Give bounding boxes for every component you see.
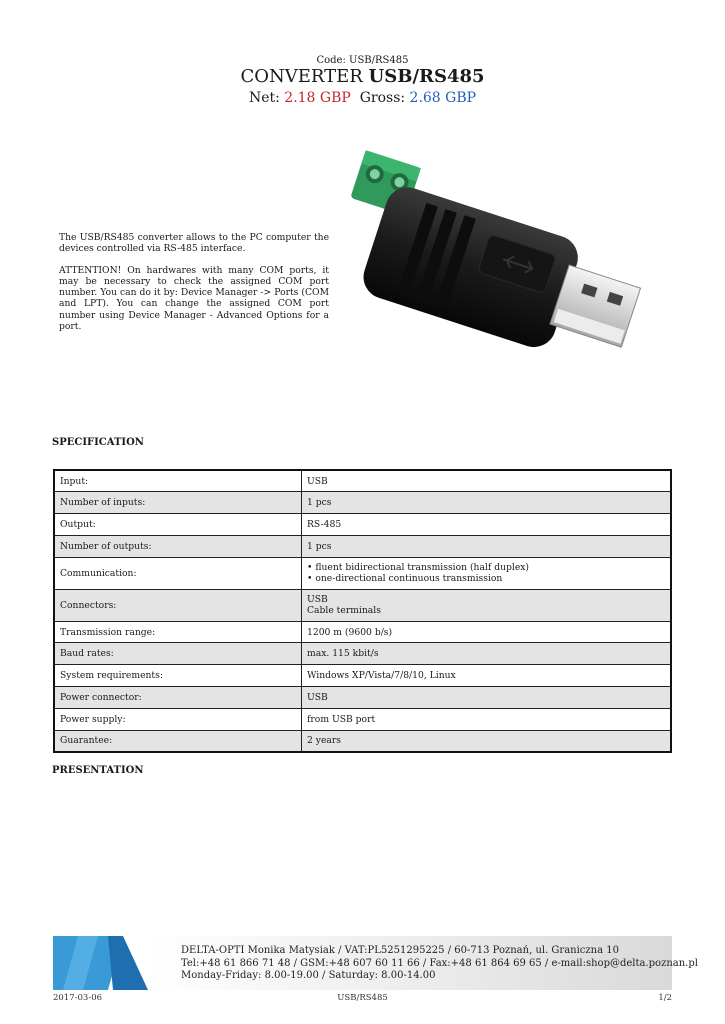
spec-key: Connectors: (54, 589, 302, 621)
spec-row (54, 643, 671, 665)
spec-key: Baud rates: (54, 643, 302, 665)
product-code: Code: USB/RS485 (316, 55, 409, 66)
spec-row (54, 557, 671, 589)
spec-row (54, 492, 671, 514)
footer-hours-line: Monday-Friday: 8.00-19.00 / Saturday: 8.00-14.00 (181, 970, 436, 981)
spec-key: Number of outputs: (54, 535, 302, 557)
spec-value: • fluent bidirectional transmission (half duplex) • one-directional continuous transmission (302, 557, 672, 589)
spec-value: USB (302, 470, 672, 492)
spec-key: Input: (54, 470, 302, 492)
net-label: Net: (248, 90, 280, 106)
footer-contact (181, 945, 698, 983)
spec-key: Number of inputs: (54, 492, 302, 514)
specification-table (53, 469, 672, 753)
gross-label: Gross: (359, 90, 406, 106)
description-paragraph: The USB/RS485 converter allows to the PC computer the devices controlled via RS-485 interface. (59, 232, 329, 255)
footer-phone-line: Tel:+48 61 866 71 48 / GSM:+48 607 60 11 66 / Fax:+48 61 864 69 65 / e-mail:shop@delta.poznan.pl (181, 957, 698, 969)
spec-row (54, 514, 671, 536)
presentation-heading: PRESENTATION (52, 765, 144, 776)
spec-value: 1 pcs (302, 492, 672, 514)
spec-value: 2 years (302, 730, 672, 752)
spec-value: 1 pcs (302, 535, 672, 557)
product-image (345, 148, 645, 418)
spec-value: 1200 m (9600 b/s) (302, 621, 672, 643)
company-logo (53, 936, 148, 990)
spec-row (54, 665, 671, 687)
spec-row (54, 687, 671, 709)
spec-key: Output: (54, 514, 302, 536)
spec-row (54, 621, 671, 643)
spec-value: USB Cable terminals (302, 589, 672, 621)
spec-row (54, 470, 671, 492)
spec-value: RS-485 (302, 514, 672, 536)
spec-row (54, 708, 671, 730)
gross-price: 2.68 GBP (409, 90, 477, 106)
spec-value: from USB port (302, 708, 672, 730)
spec-row (54, 589, 671, 621)
spec-key: Power supply: (54, 708, 302, 730)
spec-row (54, 730, 671, 752)
spec-value: USB (302, 687, 672, 709)
spec-key: System requirements: (54, 665, 302, 687)
spec-key: Communication: (54, 557, 302, 589)
product-description (59, 232, 329, 342)
spec-key: Power connector: (54, 687, 302, 709)
title-model: USB/RS485 (368, 66, 485, 87)
prices (0, 90, 725, 106)
footer-date: 2017-03-06 (53, 993, 103, 1003)
specification-heading: SPECIFICATION (52, 437, 144, 448)
page-title (0, 66, 725, 87)
footer-company-line: DELTA-OPTI Monika Matysiak / VAT:PL5251295225 / 60-713 Poznań, ul. Graniczna 10 (181, 945, 619, 956)
spec-key: Transmission range: (54, 621, 302, 643)
page-number: 1/2 (658, 993, 672, 1003)
net-price: 2.18 GBP (284, 90, 351, 106)
spec-key: Guarantee: (54, 730, 302, 752)
title-prefix: CONVERTER (240, 66, 363, 87)
spec-value: max. 115 kbit/s (302, 643, 672, 665)
spec-value: Windows XP/Vista/7/8/10, Linux (302, 665, 672, 687)
footer-code: USB/RS485 (337, 993, 388, 1003)
attention-paragraph: ATTENTION! On hardwares with many COM ports, it may be necessary to check the assigned COM port number. You can do it by: Device Manager -> Ports (COM and LPT). You can change the assigned COM port number using Device Manager - Advanced Options for a port. (59, 264, 329, 333)
spec-row (54, 535, 671, 557)
